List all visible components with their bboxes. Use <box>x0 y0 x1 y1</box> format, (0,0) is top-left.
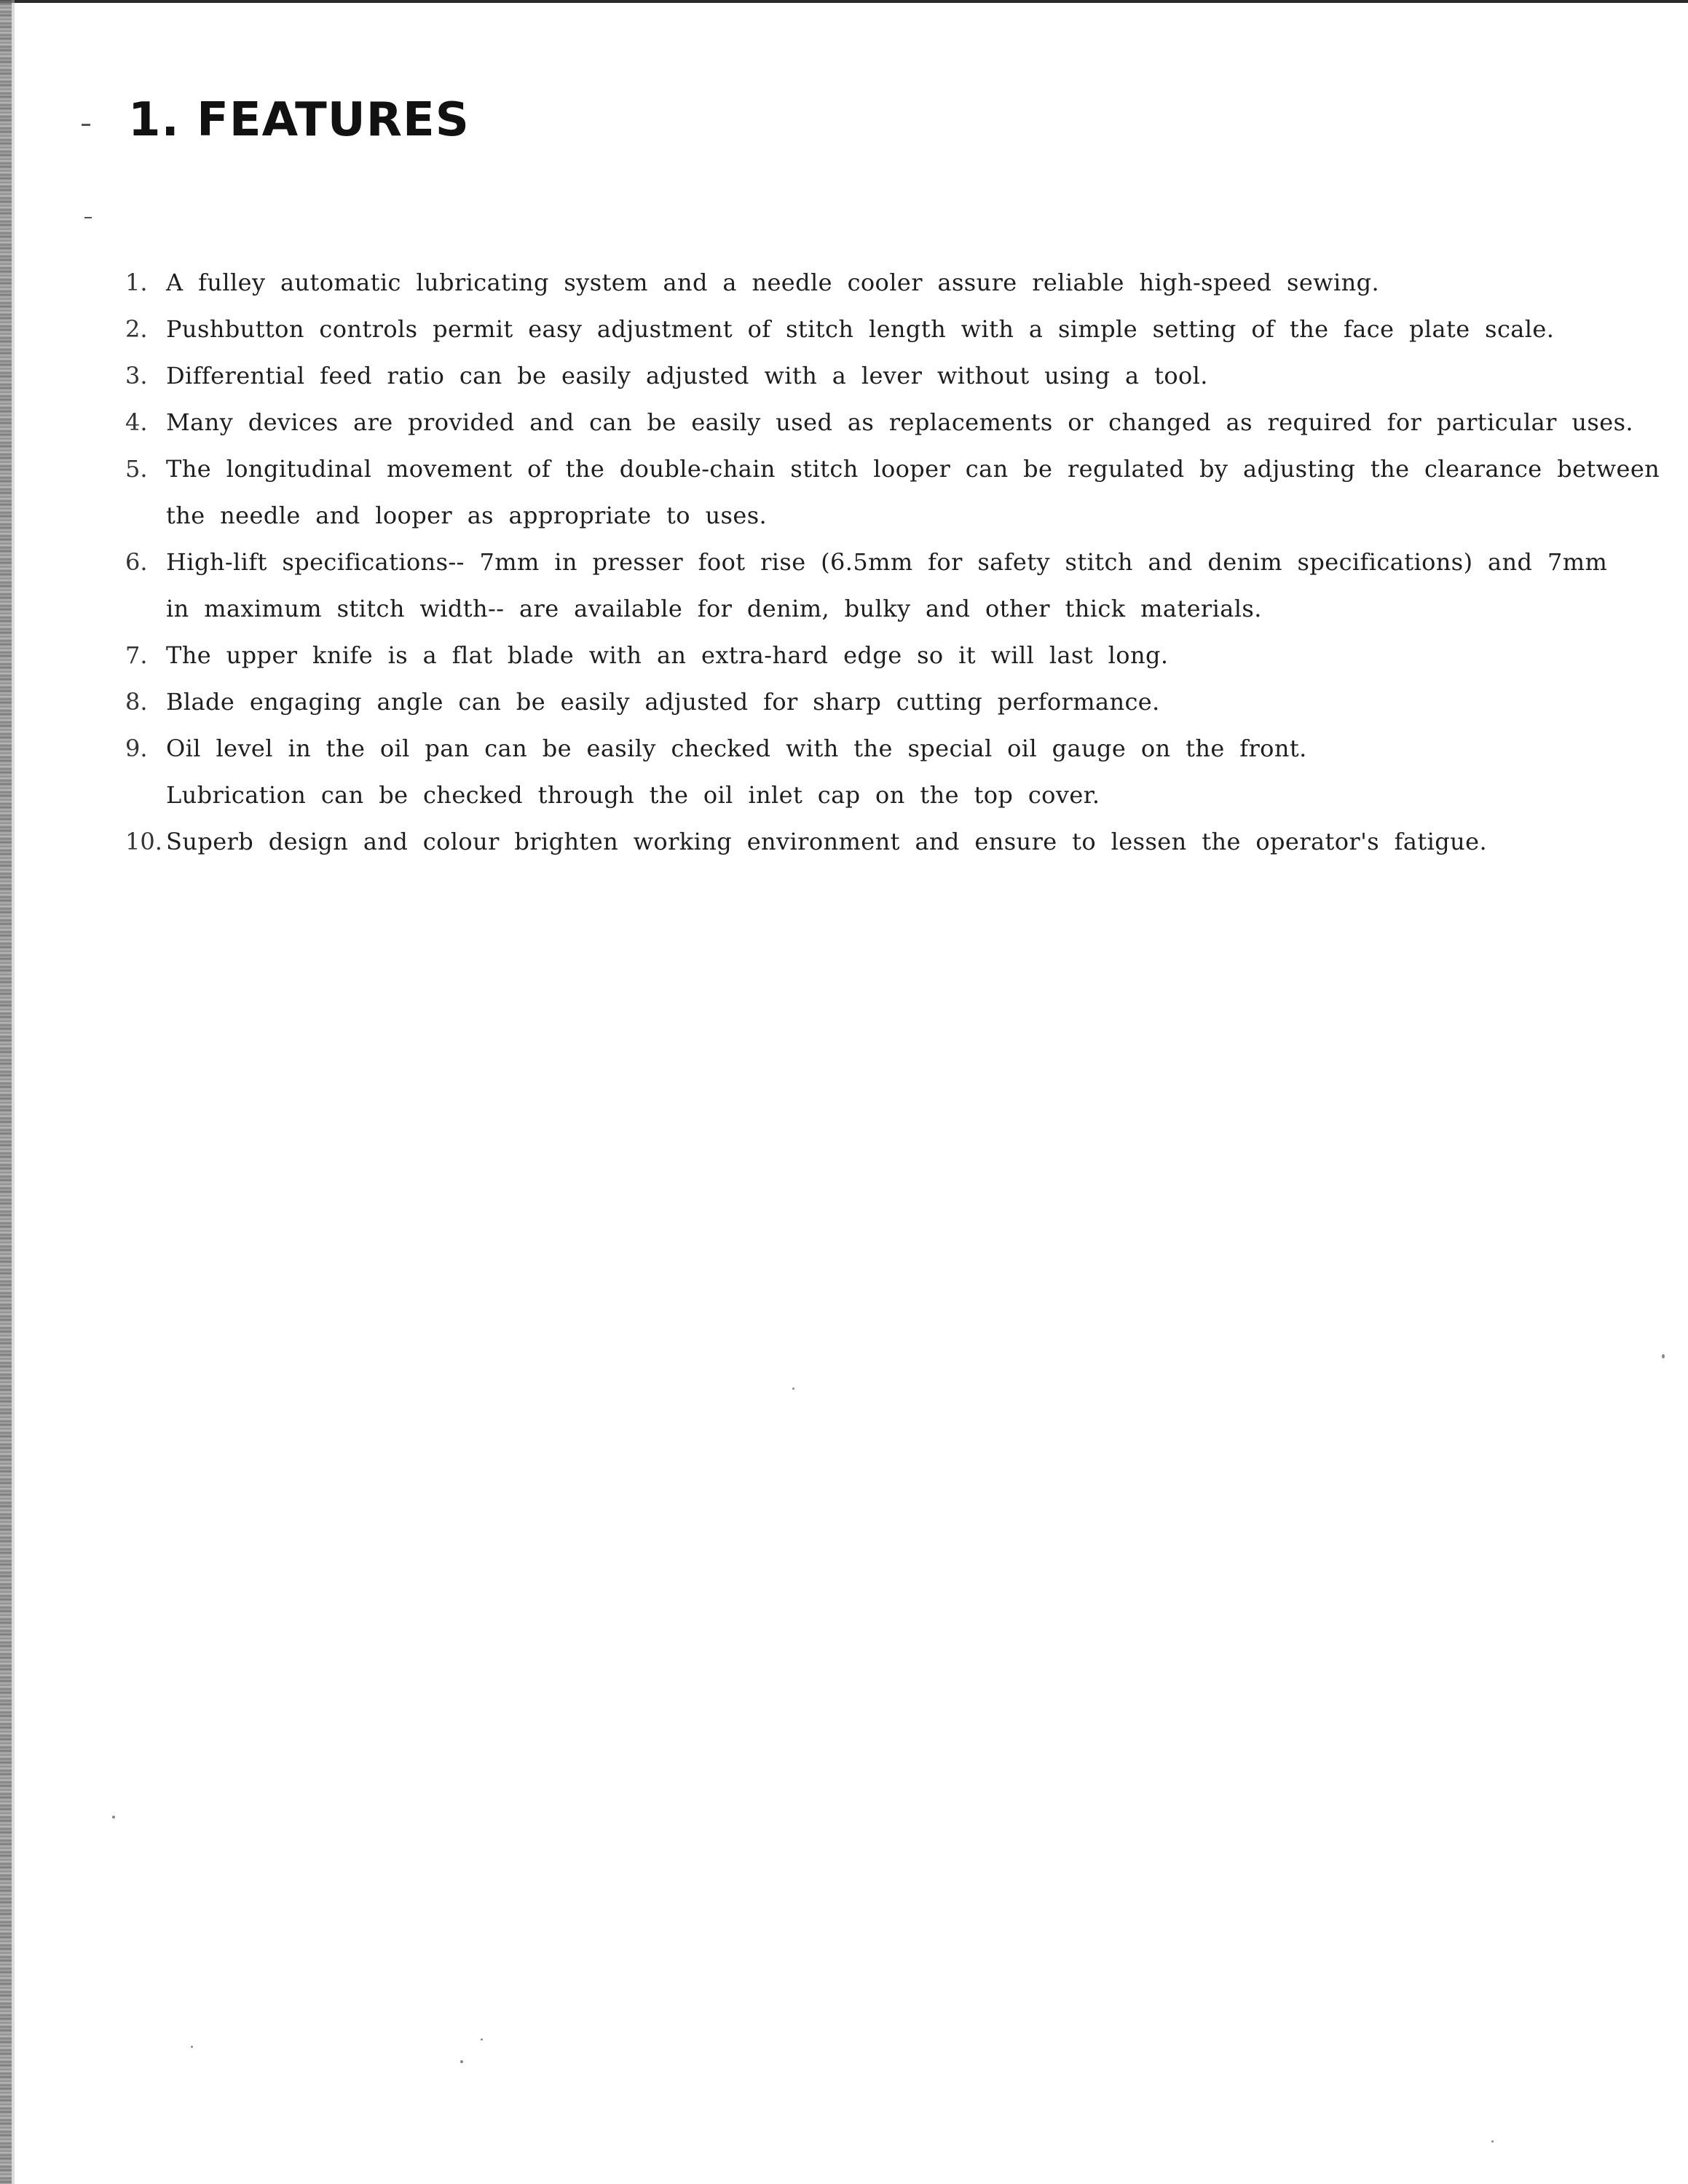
feature-line: Differential feed ratio can be easily adjusted with a lever without using a tool. <box>166 362 1208 389</box>
feature-line: The longitudinal movement of the double-chain stitch looper can be regulated by adjusting the clearance between <box>166 455 1660 483</box>
feature-text <box>166 399 1633 446</box>
feature-line: the needle and looper as appropriate to uses. <box>166 502 768 529</box>
margin-mark <box>84 217 92 218</box>
feature-item <box>125 632 1582 678</box>
feature-number: 1. <box>125 269 148 296</box>
feature-item <box>125 678 1582 725</box>
scan-speck <box>1491 2140 1494 2143</box>
feature-line: Lubrication can be checked through the oil inlet cap on the top cover. <box>166 781 1100 809</box>
feature-number: 9. <box>125 735 148 762</box>
margin-mark <box>82 124 90 126</box>
scan-speck <box>112 1816 115 1819</box>
feature-item <box>125 306 1582 352</box>
feature-item <box>125 539 1608 632</box>
feature-number: 8. <box>125 688 148 716</box>
feature-line: High-lift specifications-- 7mm in presser foot rise (6.5mm for safety stitch and denim specifications) and 7mm <box>166 548 1608 576</box>
feature-item <box>125 399 1633 446</box>
feature-item <box>125 725 1582 818</box>
feature-line: The upper knife is a flat blade with an extra-hard edge so it will last long. <box>166 641 1169 669</box>
feature-line: Blade engaging angle can be easily adjusted for sharp cutting performance. <box>166 688 1160 716</box>
feature-item <box>125 818 1582 865</box>
scan-speck <box>792 1388 794 1390</box>
feature-text <box>166 725 1582 818</box>
feature-line: Superb design and colour brighten working environment and ensure to lessen the operator's fatigue. <box>166 828 1488 855</box>
scan-speck <box>481 2038 483 2041</box>
feature-line: A fulley automatic lubricating system and a needle cooler assure reliable high-speed sewing. <box>166 269 1380 296</box>
scan-speck <box>460 2060 463 2063</box>
feature-text <box>166 306 1582 352</box>
feature-text <box>166 818 1582 865</box>
scan-binding-shadow <box>12 0 15 2184</box>
feature-text <box>166 259 1582 306</box>
feature-number: 5. <box>125 455 148 483</box>
feature-line: Many devices are provided and can be easily used as replacements or changed as required for particular uses. <box>166 408 1633 436</box>
feature-text <box>166 539 1607 632</box>
feature-line: in maximum stitch width-- are available for denim, bulky and other thick materials. <box>166 595 1262 622</box>
feature-number: 10. <box>125 828 162 855</box>
feature-text <box>166 632 1582 678</box>
scan-speck <box>1662 1354 1665 1358</box>
feature-item <box>125 446 1660 539</box>
feature-number: 3. <box>125 362 148 389</box>
feature-text <box>166 678 1582 725</box>
feature-item <box>125 259 1582 306</box>
feature-line: Pushbutton controls permit easy adjustment of stitch length with a simple setting of the face plate scale. <box>166 315 1555 343</box>
page-title: 1. FEATURES <box>128 93 470 147</box>
feature-text <box>166 352 1582 399</box>
feature-line: Oil level in the oil pan can be easily checked with the special oil gauge on the front. <box>166 735 1307 762</box>
scan-speck <box>191 2046 193 2048</box>
scan-binding-edge <box>0 0 12 2184</box>
top-rule <box>0 0 1688 3</box>
feature-list <box>125 259 1660 865</box>
feature-number: 7. <box>125 641 148 669</box>
feature-number: 6. <box>125 548 148 576</box>
feature-item <box>125 352 1582 399</box>
feature-number: 4. <box>125 408 148 436</box>
feature-text <box>166 446 1660 539</box>
feature-number: 2. <box>125 315 148 343</box>
